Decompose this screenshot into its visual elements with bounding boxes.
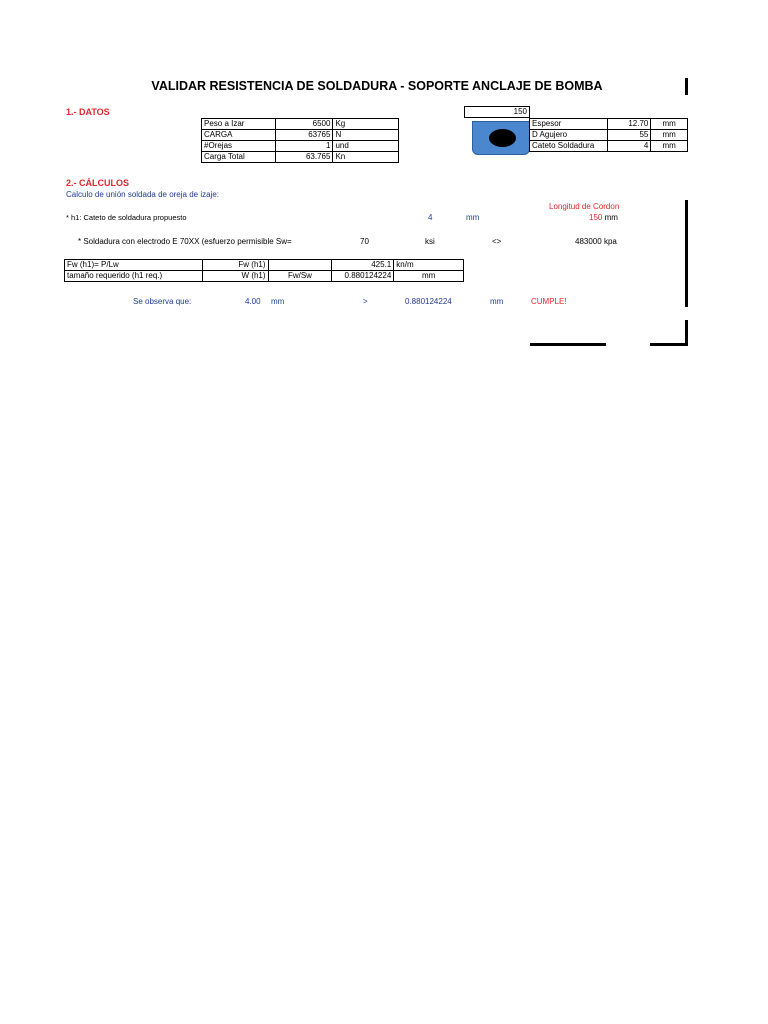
observation-compare-value: 0.880124224 [405, 297, 452, 306]
observation-compare-unit: mm [490, 297, 504, 306]
cell-symbol: W (h1) [202, 271, 268, 282]
cell-value: 4 [607, 141, 651, 152]
top-value-cell [464, 106, 530, 118]
table-row [530, 130, 688, 141]
table-row [202, 119, 399, 130]
electrodo-label: * Soldadura con electrodo E 70XX (esfuerzo permisible Sw= [78, 237, 292, 246]
cell-unit: N [333, 130, 399, 141]
border-bar-bottom-right [650, 343, 688, 346]
longitud-unit: mm [604, 213, 618, 222]
electrodo-symbol: <> [492, 237, 502, 246]
longitud-label: Longitud de Cordon [549, 202, 620, 211]
table-row [202, 152, 399, 163]
cell-unit: mm [651, 119, 688, 130]
table-row [202, 130, 399, 141]
cell-label: Espesor [530, 119, 608, 130]
datos-table [201, 118, 399, 163]
border-bar-top [685, 78, 688, 95]
cell-unit: kn/m [394, 260, 464, 271]
cell-value: 6500 [275, 119, 333, 130]
section-calculos-subtitle: Calculo de unión soldada de oreja de izaje: [66, 190, 219, 199]
observation-unit: mm [271, 297, 285, 306]
cell-label: Peso a Izar [202, 119, 276, 130]
cell-value: 1 [275, 141, 333, 152]
observation-value: 4.00 [245, 297, 261, 306]
cell-unit: Kg [333, 119, 399, 130]
h1-value: 4 [428, 213, 433, 222]
cell-unit: mm [394, 271, 464, 282]
table-row [530, 141, 688, 152]
top-value: 150 [465, 107, 530, 118]
cell-label: Carga Total [202, 152, 276, 163]
cell-label: #Orejas [202, 141, 276, 152]
cell-value: 63.765 [275, 152, 333, 163]
observation-label: Se observa que: [133, 297, 192, 306]
h1-unit: mm [466, 213, 480, 222]
table-row [65, 271, 464, 282]
h1-label: * h1: Cateto de soldadura propuesto [66, 213, 187, 222]
table-row [65, 260, 464, 271]
cell-value: 55 [607, 130, 651, 141]
kpa-unit: kpa [603, 237, 617, 246]
cell-value: 63765 [275, 130, 333, 141]
calc-table [64, 259, 464, 282]
cell-symbol: Fw (h1) [202, 260, 268, 271]
electrodo-value: 70 [360, 237, 369, 246]
cell-label: D Agujero [530, 130, 608, 141]
lifting-lug-diagram [472, 121, 530, 155]
kpa-value: 483000 [575, 237, 602, 246]
cell-label: tamaño requerido (h1 req.) [65, 271, 203, 282]
props-table [529, 118, 688, 152]
cell-unit: mm [651, 130, 688, 141]
page-title: VALIDAR RESISTENCIA DE SOLDADURA - SOPORTE ANCLAJE DE BOMBA [151, 79, 603, 93]
cell-label: Cateto Soldadura [530, 141, 608, 152]
observation-result: CUMPLE! [531, 297, 567, 306]
cell-formula: Fw/Sw [268, 271, 332, 282]
table-row [530, 119, 688, 130]
border-bar-corner [685, 320, 688, 346]
border-bar-right [685, 200, 688, 307]
section-datos-label: 1.- DATOS [66, 107, 110, 117]
observation-op: > [363, 297, 368, 306]
cell-label: CARGA [202, 130, 276, 141]
cell-label: Fw (h1)= P/Lw [65, 260, 203, 271]
cell-unit: mm [651, 141, 688, 152]
hole-icon [489, 129, 516, 147]
cell-value: 12.70 [607, 119, 651, 130]
cell-formula [268, 260, 332, 271]
longitud-value: 150 [589, 213, 603, 222]
section-calculos-label: 2.- CÁLCULOS [66, 178, 129, 188]
table-row [202, 141, 399, 152]
cell-value: 425.1 [332, 260, 394, 271]
cell-unit: und [333, 141, 399, 152]
cell-unit: Kn [333, 152, 399, 163]
cell-value: 0.880124224 [332, 271, 394, 282]
border-bar-bottom-left [530, 343, 606, 346]
electrodo-unit: ksi [425, 237, 435, 246]
